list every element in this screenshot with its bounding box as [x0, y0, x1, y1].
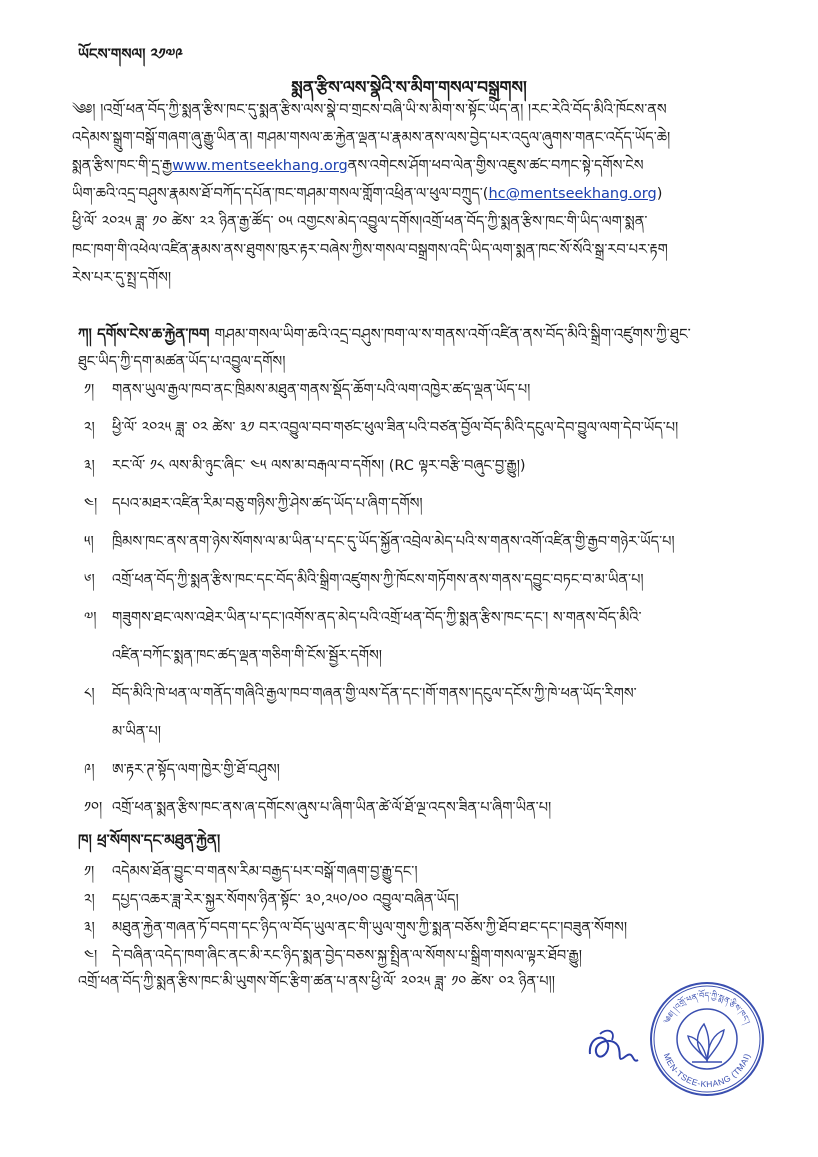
list-item	[84, 414, 758, 442]
intro-line: རེས་པར་དུ་སྤྲ་དགོས།	[72, 270, 172, 286]
section-ka-text-cont: ཐུང་ཡིད་ཀྱི་དག་མཚན་ཡོད་པ་འབྱུལ་དགོས།	[78, 354, 286, 370]
list-item-text: དཔྱད་འཆར་ཟླ་རེར་སྐྱར་སོགས་ཉིན་སྟོང་ ༣༠,༢༥༠/༠༠ འབྱུལ་བཞིན་ཡོད།	[112, 892, 459, 908]
list-item	[84, 718, 758, 746]
list-item-text: མཐུན་རྐྱེན་གཞན་ཏོ་བདག་དང་ཉིད་ལ་བོད་ཡུལ་ནང་གི་ཡུལ་གུས་ཀྱི་སྨན་བཅོས་ཀྱི་ཐོབ་ཐང་དང་།བཟུན་སོགས།	[112, 920, 628, 936]
list-item-number	[84, 718, 112, 746]
list-item	[84, 886, 758, 914]
list-item	[84, 680, 758, 708]
signature	[582, 1024, 642, 1070]
list-item	[84, 528, 758, 556]
official-seal	[648, 980, 766, 1098]
list-item-text: འགྲོ་ཕན་སྨན་རྩིས་ཁང་ནས་ཞ་དགོངས་ཞུས་པ་ཞིག་ཡིན་ཚེ་ལོ་ཐོ་ལྔ་འདས་ཟིན་པ་ཞིག་ཡིན་པ།	[112, 800, 552, 816]
section-ka-heading	[78, 320, 758, 348]
list-item-text: མ་ཡིན་པ།	[112, 724, 161, 740]
intro-paragraph	[72, 96, 758, 292]
list-item	[84, 756, 758, 784]
list-item-text: འཛིན་བཀོང་སྨན་ཁང་ཚད་ལྡན་གཅིག་གི་ངོས་སྦྱོར་དགོས།	[112, 648, 382, 664]
list-item	[84, 642, 758, 670]
list-item	[84, 858, 758, 886]
intro-line: འདེམས་སྒྲུག་བསྒོ་གཞག་ཞུ་རྒྱུ་ཡིན་ན། གཤམ་གསལ་ཆ་རྐྱེན་ལྡན་པ་རྣམས་ནས་ལས་བྱེད་པར་འདུལ་ཞུགས་གནང་འདོད་ཡོད་ཆེ།	[72, 130, 671, 146]
list-item-text: གཟུགས་ཐང་ལས་འཐེར་ཡིན་པ་དང་།འགོས་ནད་མེད་པའི་འགྲོ་ཕན་བོད་ཀྱི་སྨན་རྩིས་ཁང་དང་། ས་གནས་བོད་མིའི་	[112, 610, 642, 626]
list-item-number: ༨།	[84, 686, 95, 702]
intro-line-text: ཡིག་ཆའི་འདྲ་བཤུས་རྣམས་ཐོ་བཀོད་དཔོན་ཁང་གཤམ་གསལ་གློག་འཕྲིན་ལ་ཕུལ་བཀྲུད་(	[72, 186, 489, 202]
list-item-number: ༦།	[84, 572, 95, 588]
seal-top-text: ༄༅། །འགྲོ་ཕན་བོད་ཀྱི་སྨན་རྩིས་ཁང་།	[662, 991, 752, 1026]
intro-line: ༄༅། །འགྲོ་ཕན་བོད་ཀྱི་སྨན་རྩིས་ཁང་དུ་སྨན་རྩིས་ལས་སྣེ་བ་གྲངས་བཞི་ཡི་ས་མིག་ས་སྟོང་ཡོད་ན། །རང་རེའི་བོད་མིའི་ཁོངས་ནས	[72, 102, 667, 118]
list-item	[84, 490, 758, 518]
list-item-text: ཕྱི་ལོ་ ༢༠༢༥ ཟླ་ ༠༢ ཚེས་ ༣༡ བར་འབྱུལ་བབ་གཙང་ཕུལ་ཟིན་པའི་བཙན་བྱོལ་བོད་མིའི་དངུལ་དེབ་བྱུལ་ལག་དེབ་ཡོད་པ།	[112, 420, 679, 436]
list-item-text: ཨ་རྟར་ཊ་སྟོད་ལག་ཁྱེར་གྱི་ཐོ་བཤུས།	[112, 762, 280, 778]
list-item	[84, 794, 758, 822]
list-item-number: ༡།	[84, 864, 95, 880]
list-item-number: ༧།	[84, 610, 97, 626]
list-item-text: ཁྲིམས་ཁང་ནས་ནག་ཉེས་སོགས་ལ་མ་ཡིན་པ་དང་དུ་ཡོད་སྐྱོན་འབྲེལ་མེད་པའི་ས་གནས་འགོ་འཛིན་གྱི་རྒྱབ་གཉེར་ཡོད་པ།	[112, 534, 675, 550]
list-item-number: ༣།	[84, 458, 95, 474]
seal-bottom-text: MEN-TSEE-KHANG (TMAI)	[661, 1051, 753, 1090]
page-title: སྨན་རྩིས་ལས་སྣེའི་ས་མིག་གསལ་བསྒྲགས།	[291, 78, 527, 98]
list-item-text: དཔའ་མཐར་འཛིན་རིམ་བཅུ་གཉིས་ཀྱི་ཤེས་ཚད་ཡོད་པ་ཞིག་དགོས།	[112, 496, 423, 512]
list-item-text: དེ་བཞིན་འདེད་ཁག་ཞིང་ནང་མི་རང་ཉིད་སྨན་བྱེད་བཅས་སྐྱ་སྤྲིན་ལ་སོགས་པ་སྒྲིག་གསལ་ལྟར་ཐོབ་རྒྱུ།	[112, 948, 582, 964]
intro-line-text: ནས་འགེངས་ཤོག་ཕབ་ལེན་གྱིས་འཇུས་ཚང་བཀང་སྟེ་དགོས་ངེས	[347, 158, 644, 174]
reference-number: ཡོངས་གསལ། ༢༡༧༩	[78, 45, 183, 63]
closing-line: འགྲོ་ཕན་བོད་ཀྱི་སྨན་རྩིས་ཁང་མི་ཡུགས་གོང་རྩིག་ཚན་པ་ནས་ཕྱི་ལོ་ ༢༠༢༥ ཟླ་ ༡༠ ཚེས་ ༠༢ ཉིན་པ།།	[78, 974, 555, 990]
list-item-text: རང་ལོ་ ༡༨ ལས་མི་ཉུང་ཞིང་ ༤༥ ལས་མ་བརྒལ་བ་དགོས། (RC ལྟར་བརྩི་བཞུང་བྱ་རྒྱུ།)	[112, 458, 526, 474]
section-kha-heading: ཁ། ཕྲ་སོགས་དང་མཐུན་རྐྱེན།	[78, 831, 221, 849]
list-item	[84, 914, 758, 942]
list-item-number: ༤།	[84, 496, 98, 512]
intro-line	[72, 180, 758, 208]
website-link[interactable]: www.mentseekhang.org	[172, 158, 348, 174]
intro-line-text: )	[656, 186, 663, 202]
intro-line	[72, 152, 758, 180]
list-item-number: ༢།	[84, 420, 95, 436]
seal-emblem-icon	[688, 1024, 724, 1062]
list-item-number: ༢།	[84, 892, 95, 908]
list-item-number: ༡༠།	[84, 800, 103, 816]
list-item-number: ༤།	[84, 948, 98, 964]
intro-line: ཕྱི་ལོ་ ༢༠༢༥ ཟླ་ ༡༠ ཚེས་ ༢༢ ཉིན་རྒྱ་ཚོད་ ༠༥ འགྱངས་མེད་འབྱུལ་དགོས།འགྲོ་ཕན་བོད་ཀྱི་སྨན་རྩིས་ཁང་གི་ཡིད་ལག་སྨན་	[72, 214, 648, 230]
list-item	[84, 604, 758, 632]
list-item-text: གནས་ཡུལ་རྒྱལ་ཁབ་ནང་ཁྲིམས་མཐུན་གནས་སྡོད་ཆོག་པའི་ལག་འཁྱེར་ཚད་ལྡན་ཡོད་པ།	[112, 382, 531, 398]
list-item	[84, 376, 758, 404]
list-item	[84, 452, 758, 480]
list-item-number: ༥།	[84, 534, 94, 550]
list-item	[84, 942, 758, 970]
intro-line-text: སྨན་རྩིས་ཁང་གི་དྲ་རྒྱ	[72, 158, 173, 174]
list-item-text: འདེམས་ཐོན་བྱུང་བ་གནས་རིམ་བརྒྱད་པར་བསྒོ་གཞག་བྱ་རྒྱུ་དང་།	[112, 864, 418, 880]
list-item	[84, 566, 758, 594]
list-item-number: ༩།	[84, 762, 95, 778]
list-item-number: ༡།	[84, 382, 95, 398]
list-item-number: ༣།	[84, 920, 95, 936]
intro-line: ཁང་ཁག་གི་འཕེལ་འཛིན་རྣམས་ནས་ཐུགས་ཁུར་རྟར་བཞེས་ཀྱིས་གསལ་བསྒྲགས་འདི་ཡིད་ལག་སྨན་ཁང་སོ་སོའི་སྒྲ་རབ་པར་རྟག	[72, 242, 668, 258]
section-ka-label: ཀ། དགོས་ངེས་ཆ་རྐྱེན་ཁག	[78, 325, 210, 343]
list-item-number	[84, 642, 112, 670]
list-item-text: བོད་མིའི་ཁེ་ཕན་ལ་གནོད་གཞིའི་རྒྱལ་ཁབ་གཞན་གྱི་ལས་དོན་དང་།གོ་གནས་།དངུལ་དངོས་ཀྱི་ཁེ་ཕན་ཡོད་རིགས་	[112, 686, 637, 702]
section-ka-text: གཤམ་གསལ་ཡིག་ཆའི་འདྲ་བཤུས་ཁག་ལ་ས་གནས་འགོ་འཛིན་ནས་བོད་མིའི་སྒྲིག་འཛུགས་ཀྱི་ཐུང་	[214, 325, 691, 343]
list-item-text: འགྲོ་ཕན་བོད་ཀྱི་སྨན་རྩིས་ཁང་དང་བོད་མིའི་སྒྲིག་འཛུགས་ཀྱི་ཁོངས་གཏོགས་ནས་གནས་དབྱུང་བཏང་བ་མ་ཡིན་པ།	[112, 572, 644, 588]
email-link[interactable]: hc@mentseekhang.org	[488, 186, 657, 202]
